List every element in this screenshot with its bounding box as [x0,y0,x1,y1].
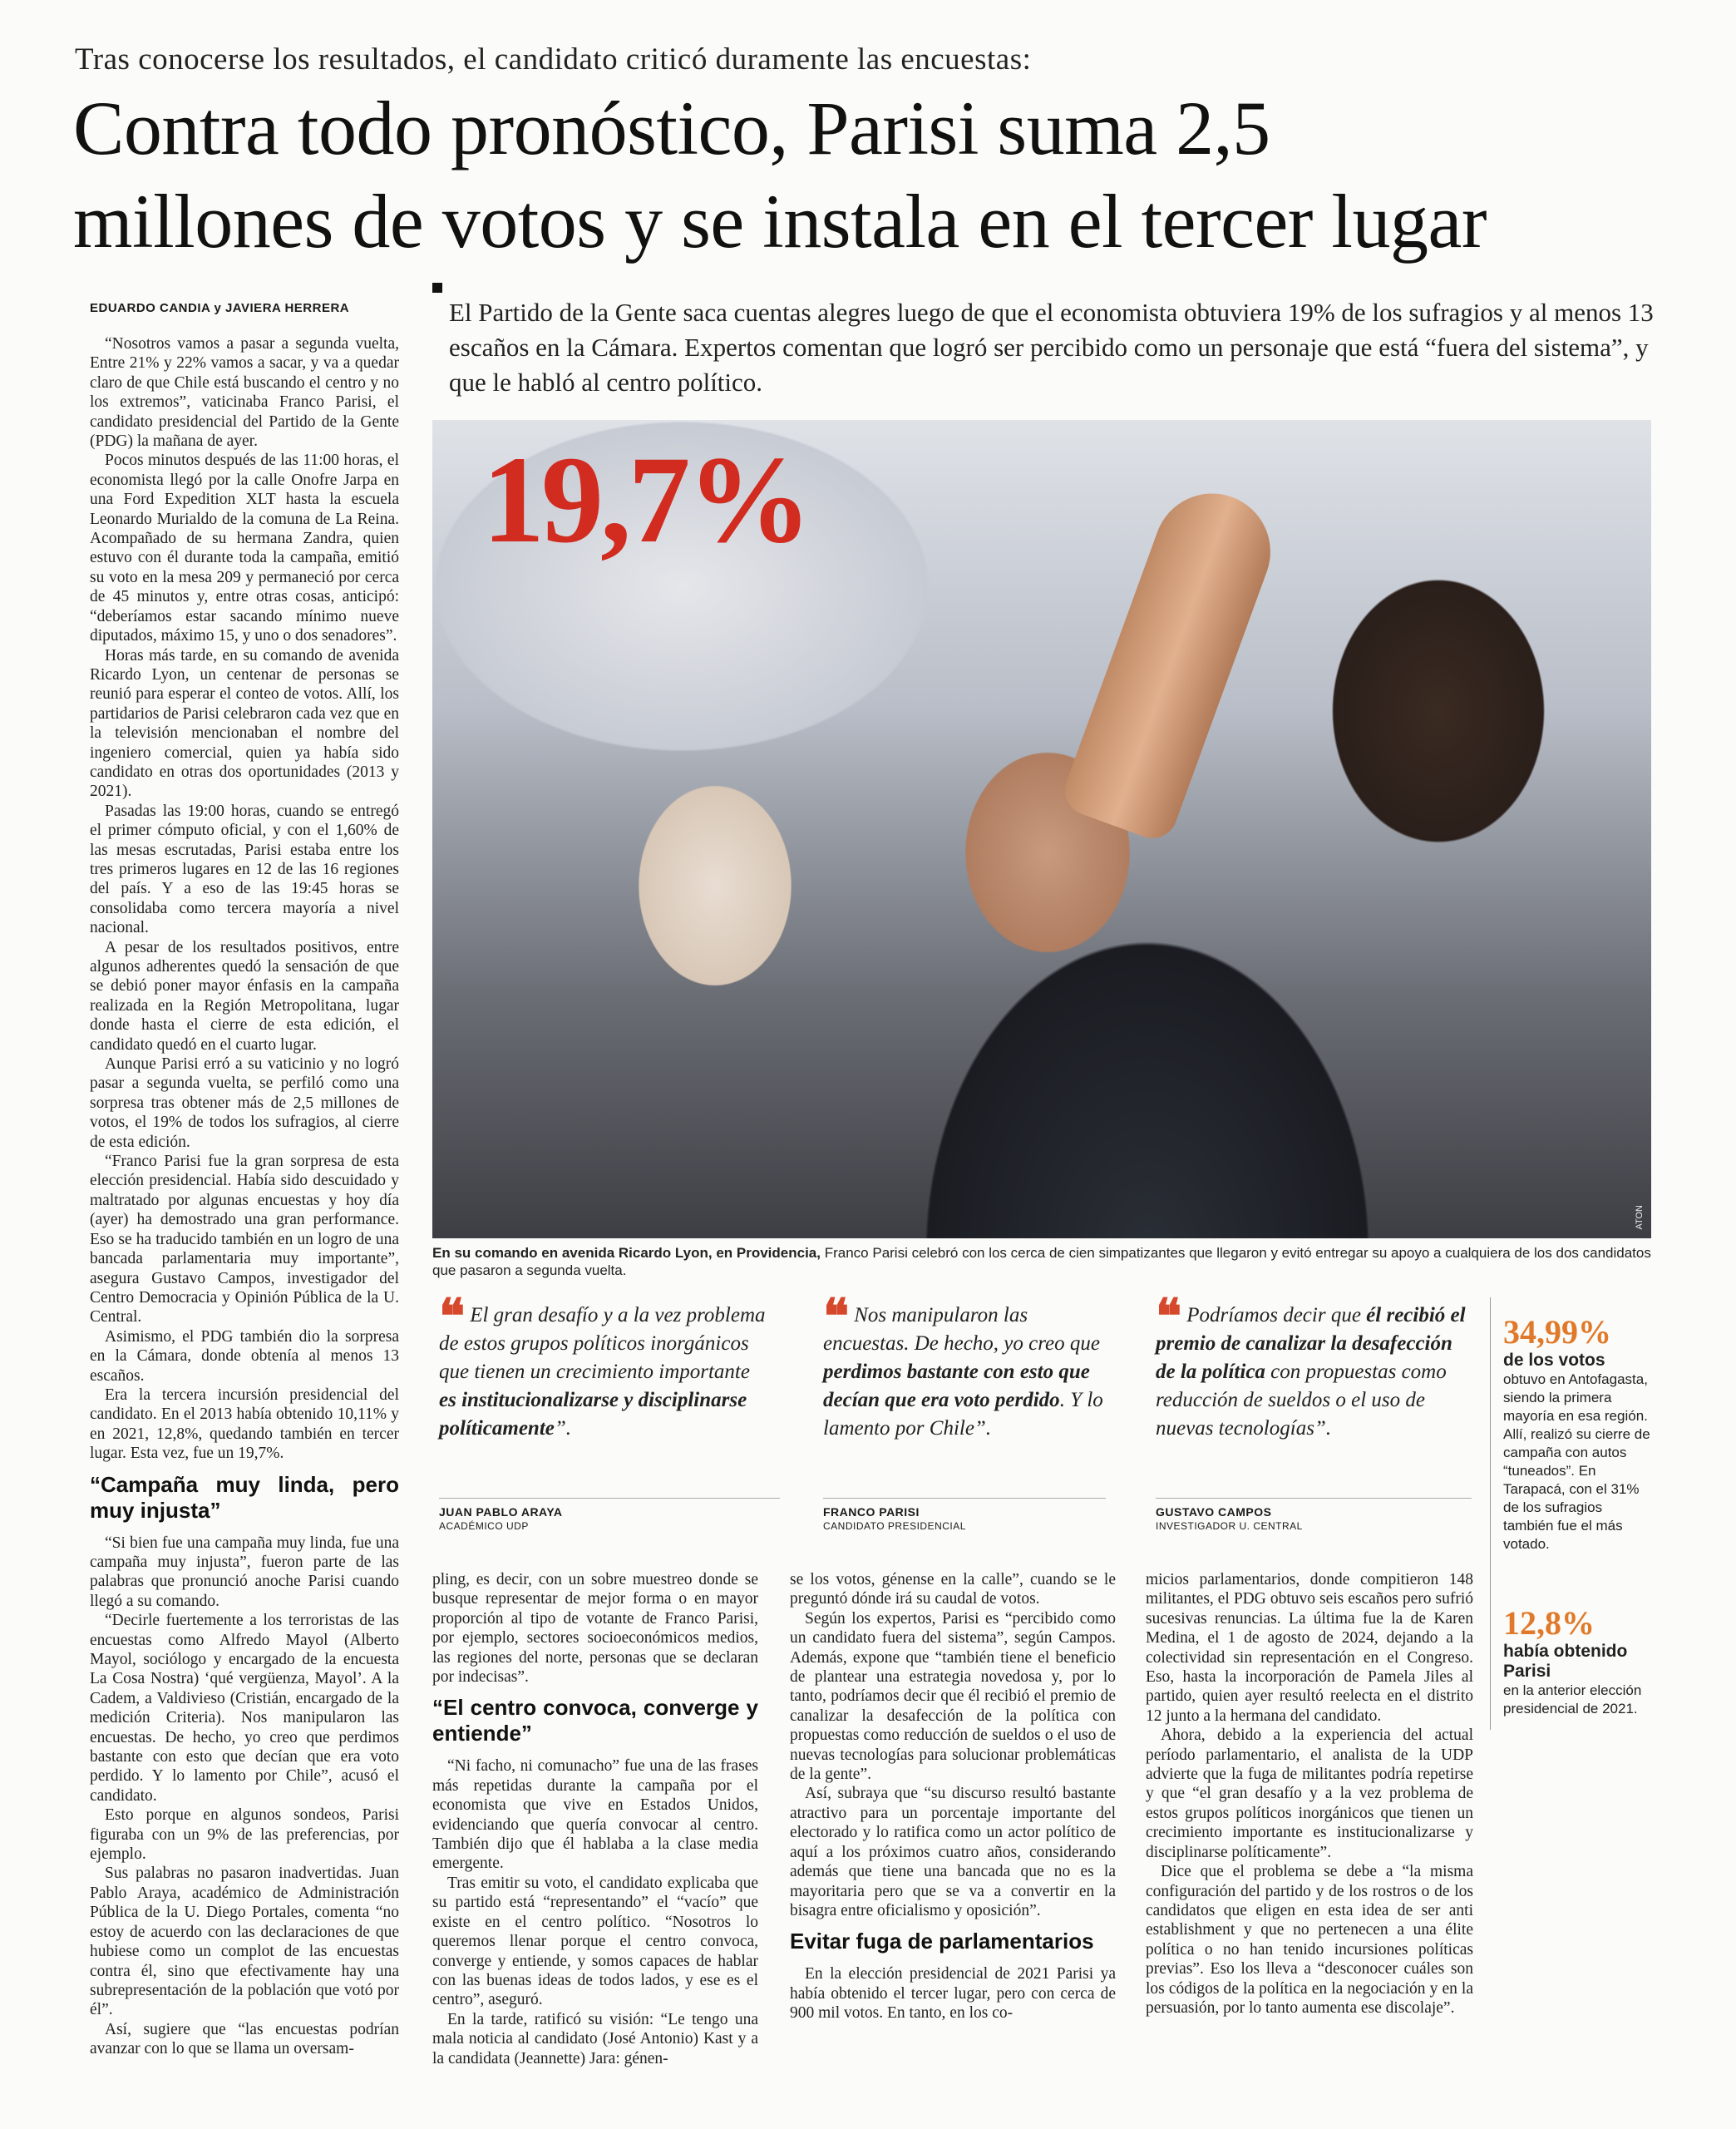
paragraph: Según los expertos, Parisi es “percibido como un candidato fuera del sistema”, según Campos. Además, expone que “también tiene el beneficio de plantear una estrategia novedosa y, por lo tanto, podríamos decir que él recibió el premio de canalizar la desafección de la política con propuestas como reducción de sueldos o el uso de nuevas tecnologías para solucionar problemáticas de la gente”. [790,1609,1116,1784]
quote-mark-icon: ❝ [823,1290,850,1344]
photo-caption [432,1244,1651,1279]
quote-author: FRANCO PARISI [823,1505,920,1519]
photo-credit: ATON [1635,1205,1645,1230]
quote-emphasis: perdimos bastante con esto que decían que era voto perdido [823,1361,1090,1411]
paragraph: “Nosotros vamos a pasar a segunda vuelta, Entre 21% y 22% vamos a sacar, y va a quedar claro de que Chile está buscando el centro y no los extremos”, vaticinaba Franco Parisi, el candidato presidencial del Partido de la Gente (PDG) la mañana de ayer. [90,335,399,451]
stat-text: obtuvo en Antofagasta, siendo la primera mayoría en esa región. Allí, realizó su cierre de campaña con autos “tuneados”. En Tarapacá, con el 31% de los sufragios también fue el más votado. [1503,1371,1650,1552]
quote-mark-icon: ❝ [439,1290,466,1344]
paragraph: se los votos, génense en la calle”, cuando se le preguntó dónde irá su caudal de votos. [790,1571,1116,1608]
quote-rule [439,1498,780,1499]
paragraph: Sus palabras no pasaron inadvertidas. Juan Pablo Araya, académico de Administración Pública de la U. Diego Portales, comenta “no estoy de acuerdo con las declaraciones de que hubiese como un complot de las encuestas contra él, sino que efectivamente hay una subrepresentación de la población que votó por él”. [90,1865,399,2019]
paragraph: “Ni facho, ni comunacho” fue una de las frases más repetidas durante la campaña por el economista que vive en Estados Unidos, evidenciando que quería convocar al centro. También dijo que él hablaba a la clase media emergente. [432,1757,758,1873]
paragraph: “Si bien fue una campaña muy linda, fue una campaña muy injusta”, fueron parte de las palabras que pronunció anoche Parisi cuando llegó a su comando. [90,1534,399,1610]
quote-role: ACADÉMICO UDP [439,1520,529,1532]
column-1-paragraphs [90,334,399,1464]
paragraph: Así, sugiere que “las encuestas podrían avanzar con lo que se llama un oversam- [90,2020,399,2058]
stat-number: 34,99% [1503,1313,1611,1351]
paragraph: pling, es decir, con un sobre muestreo donde se busque representar de mejor forma o en mayor proporción al tipo de votante de Franco Parisi, por ejemplo, sectores socioeconómicos medios, las regiones del norte, personas que se declaran por indecisas”. [432,1571,758,1687]
stat-text: en la anterior elección presidencial de 2021. [1503,1682,1642,1717]
paragraph: Esto porque en algunos sondeos, Parisi figuraba con un 9% de las preferencias, por ejemplo. [90,1806,399,1864]
byline: EDUARDO CANDIA y JAVIERA HERRERA [90,301,350,315]
paragraph: “Franco Parisi fue la gran sorpresa de esta elección presidencial. Había sido descuidado y maltratado por algunas encuestas y hoy día (ayer) ha demostrado una gran performance. Eso se ha traducido también en un logro de una bancada parlamentaria muy importante”, asegura Gustavo Campos, investigador del Centro Democracia y Opinión Pública de la U. Central. [90,1153,399,1326]
quote-mark-icon: ❝ [1156,1290,1182,1344]
paragraph: Aunque Parisi erró a su vaticinio y no logró pasar a segunda vuelta, se perfiló como una sorpresa tras obtener más de 2,5 millones de votos, el 19% de todos los sufragios, al cierre de esta edición. [90,1055,399,1151]
pull-quote-2 [823,1290,1106,1443]
caption-bold: En su comando en avenida Ricardo Lyon, en Providencia, [432,1245,821,1261]
quote-text: Nos manipularon las encuestas. De hecho, yo creo que [823,1304,1100,1355]
paragraph: A pesar de los resultados positivos, entre algunos adherentes quedó la sensación de que se debió poner mayor énfasis en la campaña realizada en la Región Metropolitana, lugar donde hasta el cierre de esta edición, el candidato quedó en el cuarto lugar. [90,938,399,1054]
stat-label: de los votos [1503,1351,1605,1370]
pointing-arm-shape [1058,477,1286,846]
paragraph: En la elección presidencial de 2021 Parisi ya había obtenido el tercer lugar, pero con cerca de 900 mil votos. En tanto, en los co- [790,1965,1116,2023]
quote-author: GUSTAVO CAMPOS [1156,1505,1272,1519]
quote-text: El gran desafío y a la vez problema de estos grupos políticos inorgánicos que tienen un crecimiento importante [439,1304,766,1383]
pull-quote-1 [439,1290,772,1443]
article-column-4 [1146,1570,1473,2018]
paragraph: Pocos minutos después de las 11:00 horas, el economista llegó por la calle Onofre Jarpa en una Ford Expedition XLT hasta la escuela Leonardo Murialdo de la comuna de La Reina. Acompañado de su hermana Zandra, quien estuvo con él durante toda la campaña, emitió su voto en la mesa 209 y permaneció por cerca de 45 minutos y, entre otras cosas, anticipó: “deberíamos estar sacando mínimo nueve diputados, máximo 15, y uno o dos senadores”. [90,452,399,645]
paragraph: Dice que el problema se debe a “la misma configuración del partido y de los rostros o de los candidatos que eligen en esta idea de ser anti establishment y que no pertenecen a una élite política o no han tenido incursiones políticas previas”. Eso los lleva a “desconocer cuáles son los códigos de la política en la negociación y en la persuasión, por lo tanto aumenta ese discolaje”. [1146,1863,1473,2017]
quote-rule [823,1498,1106,1499]
stat-label: había obtenido Parisi [1503,1642,1628,1681]
paragraph: Ahora, debido a la experiencia del actual período parlamentario, el analista de la UDP advierte que la fuga de militantes podría repetirse y que “el gran desafío y a la vez problema de estos grupos políticos inorgánicos que tienen un crecimiento importante es institucionalizarse y disciplinarse políticamente”. [1146,1726,1473,1861]
stats-divider [1490,1297,1491,1730]
quote-text: Podríamos decir que [1186,1304,1367,1326]
quote-author: JUAN PABLO ARAYA [439,1505,563,1519]
main-photo [432,420,1651,1238]
headline [73,82,1686,268]
paragraph: Horas más tarde, en su comando de avenida Ricardo Lyon, un centenar de personas se reunió para esperar el conteo de votos. Allí, los partidarios de Parisi celebraron cada vez que en la televisión mencionaban el nombre del ingeniero comercial, quien ya había sido candidato en otras dos oportunidades (2013 y 2021). [90,646,399,801]
paragraph: En la tarde, ratificó su visión: “Le tengo una mala noticia al candidato (José Antonio) Kast y a la candidata (Jeannette) Jara: génen- [432,2010,758,2067]
photo-overlay-percentage: 19,7% [482,431,809,569]
paragraph: Tras emitir su voto, el candidato explicaba que su partido está “representando” el “vacío” que existe en el centro político. “Nosotros lo queremos llenar porque el centro convoca, converge y entiende, y somos capaces de hablar con las buenas ideas de todos lados, y ese es el centro”, aseguró. [432,1874,758,2009]
subheading-centro: “El centro convoca, converge y entiende” [432,1695,758,1746]
paragraph: micios parlamentarios, donde compitieron 148 militantes, el PDG obtuvo seis escaños pero sufrió sucesivas renuncias. La última fue la de Karen Medina, el 1 de agosto de 2024, dejando a la colectividad sin representación en el Congreso. Eso, hasta la incorporación de Pamela Jiles al partido, quien ayer resultó reelecta en el distrito 12 junto a la hermana del candidato. [1146,1571,1473,1725]
pull-quote-3 [1156,1290,1472,1443]
quote-attribution-3 [1156,1505,1303,1534]
quote-text-end: ”. [554,1417,572,1440]
lead-bullet [432,283,442,293]
quote-text-end: con propuestas como reducción de sueldos o el uso de nuevas tecnologías”. [1156,1361,1447,1440]
subheading-campana: “Campaña muy linda, pero muy injusta” [90,1471,399,1523]
article-column-2 [432,1570,758,2068]
lead-paragraph: El Partido de la Gente saca cuentas alegres luego de que el economista obtuviera 19% de los sufragios y al menos 13 escaños en la Cámara. Expertos comentan que logró ser percibido como un personaje que está “fuera del sistema”, y que le habló al centro político. [449,298,1654,397]
quote-emphasis: él recibió el premio de canalizar la desafección de la política [1156,1304,1466,1383]
headline-line-1: Contra todo pronóstico, Parisi suma 2,5 [73,86,1270,170]
paragraph: Asimismo, el PDG también dio la sorpresa en la Cámara, donde obtenía al menos 13 escaños. [90,1327,399,1385]
column-1-paragraphs-2 [90,1534,399,2059]
paragraph: Pasadas las 19:00 horas, cuando se entregó el primer cómputo oficial, y con el 1,60% de las mesas escrutadas, Parisi estaba entre los tres primeros lugares en 12 de las 16 regiones del país. Y a eso de las 19:45 horas se consolidaba como tercera mayoría a nivel nacional. [90,802,399,937]
article-column-1 [90,334,399,2059]
quote-rule [1156,1498,1472,1499]
article-column-3 [790,1570,1116,2023]
stat-number: 12,8% [1503,1604,1595,1642]
quote-attribution-1 [439,1505,563,1534]
quote-role: INVESTIGADOR U. CENTRAL [1156,1520,1303,1532]
quote-emphasis: es institucionalizarse y disciplinarse políticamente [439,1389,747,1440]
quote-text-end: . Y lo lamento por Chile”. [823,1389,1103,1440]
stat-antofagasta [1503,1314,1653,1554]
quote-attribution-2 [823,1505,966,1534]
stat-2021 [1503,1605,1653,1718]
paragraph: Así, subraya que “su discurso resultó bastante atractivo para un porcentaje importante del electorado y lo ratifica como un actor político de aquí a los próximos cuatro años, considerando además que tiene una bancada que no es la mayoritaria pero que se va a convertir en la bisagra entre oficialismo y oposición”. [790,1785,1116,1919]
paragraph: Era la tercera incursión presidencial del candidato. En el 2013 había obtenido 10,11% y en 2021, 12,8%, quedando también en tercer lugar. Esta vez, fue un 19,7%. [90,1386,399,1463]
kicker: Tras conocerse los resultados, el candidato criticó duramente las encuestas: [75,42,1032,77]
paragraph: “Decirle fuertemente a los terroristas de las encuestas como Alfredo Mayol (Alberto Mayol, sociólogo y encargado de la encuesta La Cosa Nostra) ‘qué vergüenza, Mayol’. A la Cadem, a Valdivieso (Cristián, encargado de la medición Criteria). Nos manipularon las encuestas. De hecho, yo creo que perdimos bastante con esto que decían que era voto perdido. Y lo lamento por Chile”, acusó el candidato. [90,1612,399,1805]
quote-role: CANDIDATO PRESIDENCIAL [823,1520,966,1532]
caption-text: Franco Parisi celebró con los cerca de cien simpatizantes que llegaron y evitó entregar su apoyo a cualquiera de los dos candidatos que pasaron a segunda vuelta. [432,1245,1651,1278]
subheading-fuga: Evitar fuga de parlamentarios [790,1929,1094,1954]
headline-line-2: millones de votos y se instala en el tercer lugar [73,179,1487,264]
